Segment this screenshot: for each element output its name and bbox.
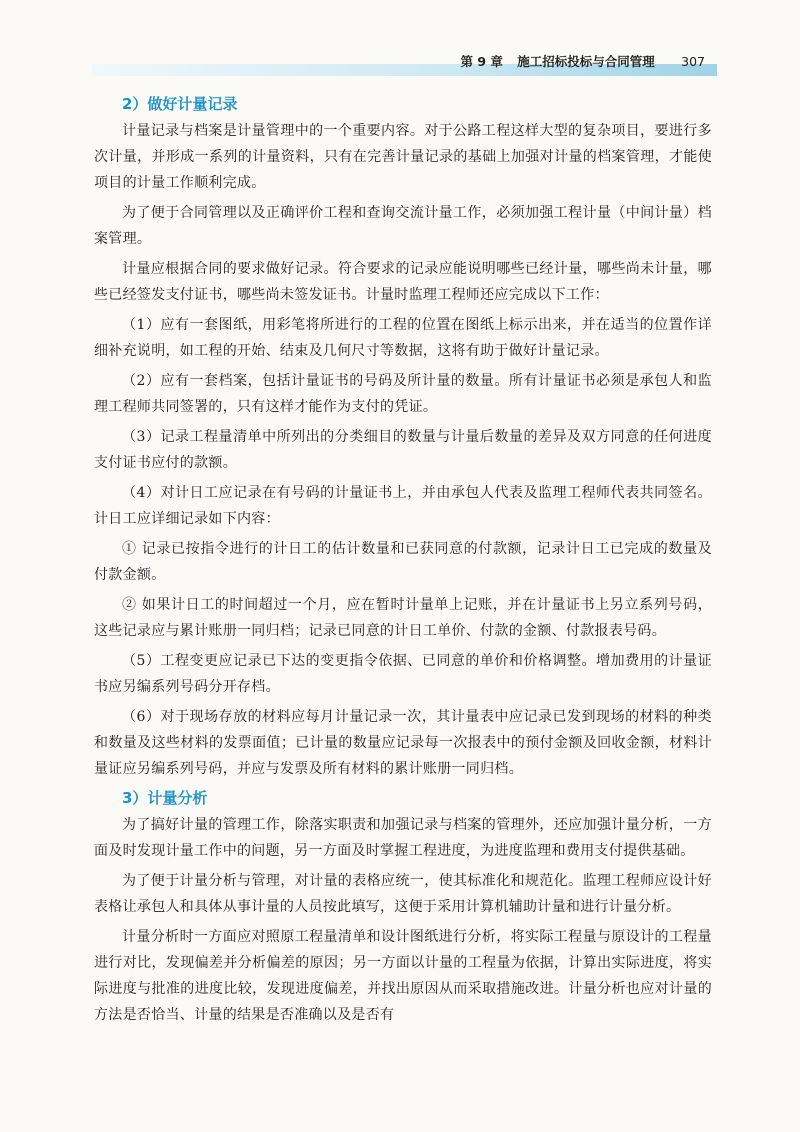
paragraph: 为了便于合同管理以及正确评价工程和查询交流计量工作，必须加强工程计量（中间计量）档案管理。 [94, 205, 712, 247]
list-item: （3）记录工程量清单中所列出的分类细目的数量与计量后数量的差异及双方同意的任何进度支付证书应付的款额。 [94, 429, 712, 471]
paragraph: 计量应根据合同的要求做好记录。符合要求的记录应能说明哪些已经计量，哪些尚未计量，哪些已经签发支付证书，哪些尚未签发证书。计量时监理工程师还应完成以下工作： [94, 261, 712, 303]
sub-list-item: ① 记录已按指令进行的计日工的估计数量和已获同意的付款额，记录计日工已完成的数量及付款金额。 [94, 541, 712, 583]
chapter-label: 第 9 章 [460, 54, 503, 69]
paragraph: 为了搞好计量的管理工作，除落实职责和加强记录与档案的管理外，还应加强计量分析，一方面及时发现计量工作中的问题，另一方面及时掌握工程进度，为进度监理和费用支付提供基础。 [94, 817, 712, 859]
paragraph: 为了便于计量分析与管理，对计量的表格应统一，使其标准化和规范化。监理工程师应设计好表格让承包人和具体从事计量的人员按此填写，这便于采用计算机辅助计量和进行计量分析。 [94, 873, 712, 915]
header-text [461, 52, 706, 70]
list-item: （4）对计日工应记录在有号码的计量证书上，并由承包人代表及监理工程师代表共同签名。计日工应详细记录如下内容： [94, 485, 712, 527]
section-title-record: 2）做好计量记录 [122, 95, 238, 113]
page-header [92, 50, 717, 78]
sub-list-item: ② 如果计日工的时间超过一个月，应在暂时计量单上记账，并在计量证书上另立系列号码，这些记录应与累计账册一同归档；记录已同意的计日工单价、付款的金额、付款报表号码。 [94, 597, 712, 639]
list-item: （1）应有一套图纸，用彩笔将所进行的工程的位置在图纸上标示出来，并在适当的位置作详细补充说明，如工程的开始、结束及几何尺寸等数据，这将有助于做好计量记录。 [94, 317, 712, 359]
paragraph: 计量记录与档案是计量管理中的一个重要内容。对于公路工程这样大型的复杂项目，要进行多次计量，并形成一系列的计量资料，只有在完善计量记录的基础上加强对计量的档案管理，才能使项目的计量工作顺利完成。 [94, 123, 712, 191]
list-item: （2）应有一套档案，包括计量证书的号码及所计量的数量。所有计量证书必须是承包人和监理工程师共同签署的，只有这样才能作为支付的凭证。 [94, 373, 712, 415]
page-number: 307 [681, 54, 705, 69]
chapter-title: 施工招标投标与合同管理 [517, 54, 655, 69]
list-item: （5）工程变更应记录已下达的变更指令依据、已同意的单价和价格调整。增加费用的计量证书应另编系列号码分开存档。 [94, 653, 712, 695]
section-title-analysis: 3）计量分析 [122, 789, 208, 807]
page-body [94, 88, 712, 1032]
paragraph: 计量分析时一方面应对照原工程量清单和设计图纸进行分析，将实际工程量与原设计的工程量进行对比，发现偏差并分析偏差的原因；另一方面以计量的工程量为依据，计算出实际进度，将实际进度与批准的进度比较，发现进度偏差，并找出原因从而采取措施改进。计量分析也应对计量的方法是否恰当、计量的结果是否准确以及是否有 [94, 929, 712, 1023]
list-item: （6）对于现场存放的材料应每月计量记录一次，其计量表中应记录已发到现场的材料的种类和数量及这些材料的发票面值；已计量的数量应记录每一次报表中的预付金额及回收金额，材料计量证应另编系列号码，并应与发票及所有材料的累计账册一同归档。 [94, 709, 712, 777]
